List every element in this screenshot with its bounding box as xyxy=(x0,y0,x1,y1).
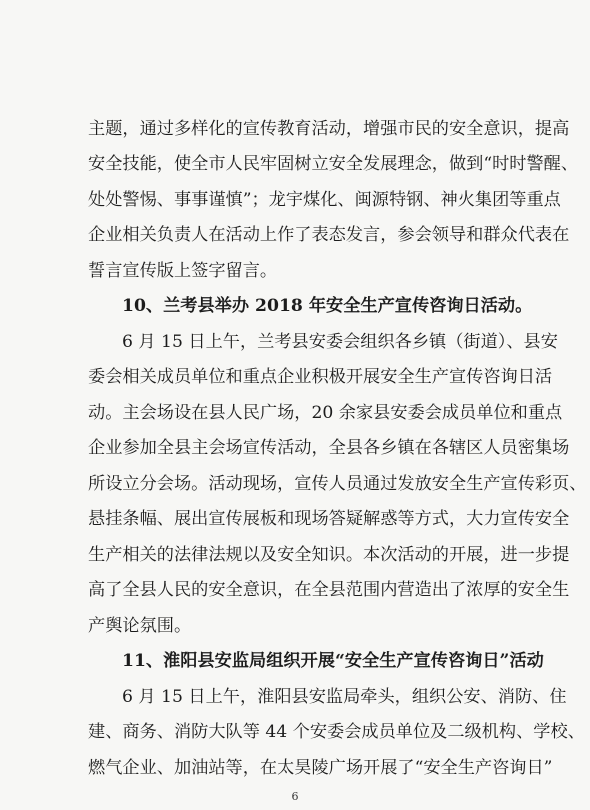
body-line: 悬挂条幅、展出宣传展板和现场答疑解惑等方式，大力宣传安全 xyxy=(88,509,570,529)
section-heading-11: 11、淮阳县安监局组织开展“安全生产宣传咨询日”活动 xyxy=(122,651,544,671)
body-line: 燃气企业、加油站等，在太昊陵广场开展了“安全生产咨询日” xyxy=(88,758,553,778)
body-line: 动。主会场设在县人民广场，20 余家县安委会成员单位和重点 xyxy=(88,403,563,423)
page-number: 6 xyxy=(291,790,299,803)
body-line: 委会相关成员单位和重点企业积极开展安全生产宣传咨询日活 xyxy=(88,367,553,387)
body-line: 建、商务、消防大队等 44 个安委会成员单位及二级机构、学校、 xyxy=(88,722,585,742)
paragraph-first-line: 6 月 15 日上午，淮阳县安监局牵头，组织公安、消防、住 xyxy=(122,687,567,707)
body-line: 企业相关负责人在活动上作了表态发言，参会领导和群众代表在 xyxy=(88,225,570,245)
body-line: 誓言宣传版上签字留言。 xyxy=(88,261,278,281)
body-line: 产舆论氛围。 xyxy=(88,616,192,636)
paragraph-first-line: 6 月 15 日上午，兰考县安委会组织各乡镇（街道）、县安 xyxy=(122,332,558,352)
section-heading-10: 10、兰考县举办 2018 年安全生产宣传咨询日活动。 xyxy=(122,296,533,316)
body-line: 生产相关的法律法规以及安全知识。本次活动的开展，进一步提 xyxy=(88,545,570,565)
body-line: 所设立分会场。活动现场，宣传人员通过发放安全生产宣传彩页、 xyxy=(88,474,587,494)
body-line: 安全技能，使全市人民牢固树立安全发展理念，做到“时时警醒、 xyxy=(88,154,579,174)
body-line: 处处警惕、事事谨慎”；龙宇煤化、闽源特钢、神火集团等重点 xyxy=(88,190,561,210)
body-line: 企业参加全县主会场宣传活动，全县各乡镇在各辖区人员密集场 xyxy=(88,438,570,458)
body-line: 主题，通过多样化的宣传教育活动，增强市民的安全意识，提高 xyxy=(88,119,570,139)
body-line: 高了全县人民的安全意识，在全县范围内营造出了浓厚的安全生 xyxy=(88,580,570,600)
